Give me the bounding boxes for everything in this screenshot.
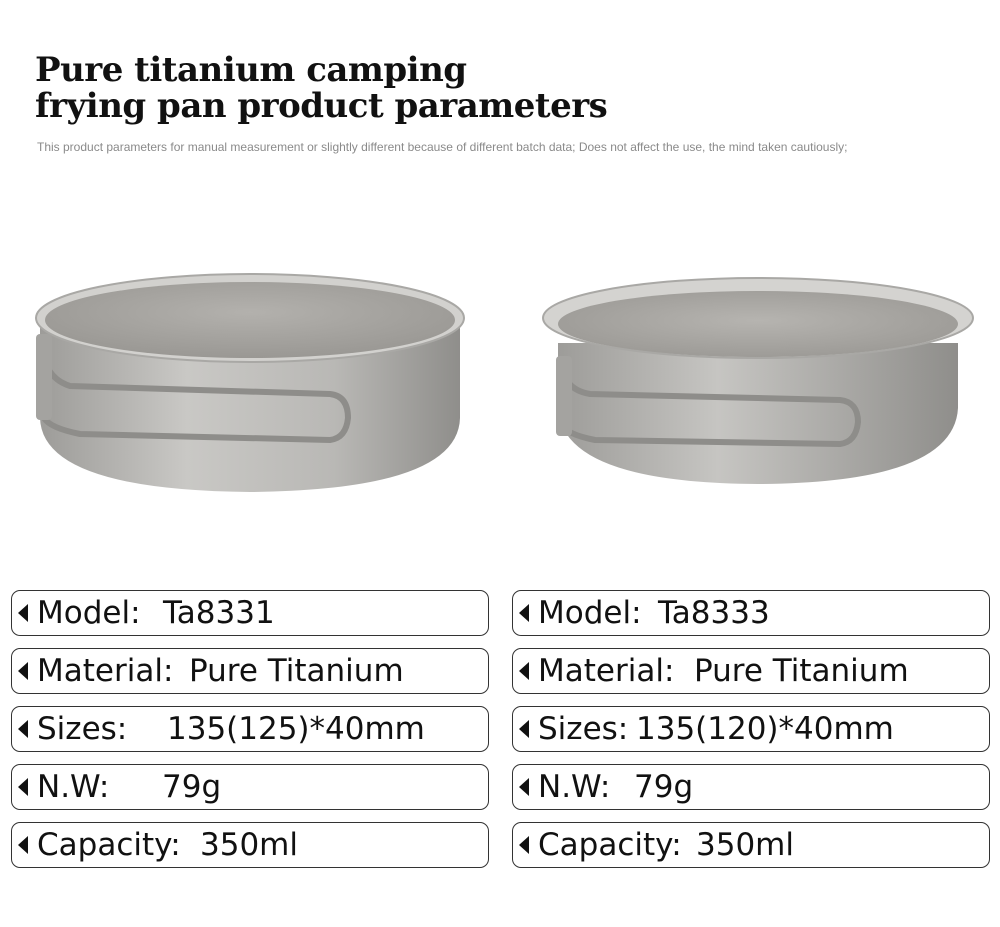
arrow-left-icon xyxy=(18,778,28,796)
spec-value: 79g xyxy=(634,769,694,805)
spec-row-capacity xyxy=(512,822,990,868)
arrow-left-icon xyxy=(519,778,529,796)
spec-row-net-weight xyxy=(512,764,990,810)
spec-label: Sizes: xyxy=(538,711,629,747)
spec-value: Pure Titanium xyxy=(189,653,404,689)
title-line-2: frying pan product parameters xyxy=(35,86,608,126)
arrow-left-icon xyxy=(519,836,529,854)
arrow-left-icon xyxy=(18,604,28,622)
spec-row-material xyxy=(512,648,990,694)
spec-row-model xyxy=(512,590,990,636)
spec-row-material xyxy=(11,648,489,694)
spec-value: Pure Titanium xyxy=(694,653,909,689)
spec-label: Model: xyxy=(37,595,141,631)
spec-label: N.W: xyxy=(538,769,611,805)
spec-label: Material: xyxy=(37,653,174,689)
spec-label: Sizes: xyxy=(37,711,128,747)
title-line-1: Pure titanium camping xyxy=(35,50,467,90)
spec-row-net-weight xyxy=(11,764,489,810)
pan-image-ta8333 xyxy=(540,268,980,493)
spec-row-sizes xyxy=(11,706,489,752)
arrow-left-icon xyxy=(18,836,28,854)
spec-row-capacity xyxy=(11,822,489,868)
spec-value: 350ml xyxy=(200,827,298,863)
spec-list-ta8333 xyxy=(512,590,990,880)
arrow-left-icon xyxy=(18,720,28,738)
spec-value: Ta8331 xyxy=(163,595,275,631)
spec-value: 79g xyxy=(162,769,222,805)
spec-value: 135(125)*40mm xyxy=(167,711,425,747)
spec-label: Material: xyxy=(538,653,675,689)
arrow-left-icon xyxy=(519,604,529,622)
arrow-left-icon xyxy=(18,662,28,680)
spec-label: Capacity: xyxy=(538,827,682,863)
pan-image-ta8331 xyxy=(30,268,475,498)
spec-row-model xyxy=(11,590,489,636)
spec-value: 135(120)*40mm xyxy=(636,711,894,747)
arrow-left-icon xyxy=(519,720,529,738)
spec-label: N.W: xyxy=(37,769,110,805)
spec-label: Capacity: xyxy=(37,827,181,863)
spec-list-ta8331 xyxy=(11,590,489,880)
arrow-left-icon xyxy=(519,662,529,680)
spec-value: 350ml xyxy=(696,827,794,863)
page-title xyxy=(35,52,607,124)
disclaimer-text: This product parameters for manual measurement or slightly different because of different batch data; Does not affect the use, the mind taken cautiously; xyxy=(37,140,848,154)
spec-label: Model: xyxy=(538,595,642,631)
spec-row-sizes xyxy=(512,706,990,752)
spec-value: Ta8333 xyxy=(658,595,770,631)
